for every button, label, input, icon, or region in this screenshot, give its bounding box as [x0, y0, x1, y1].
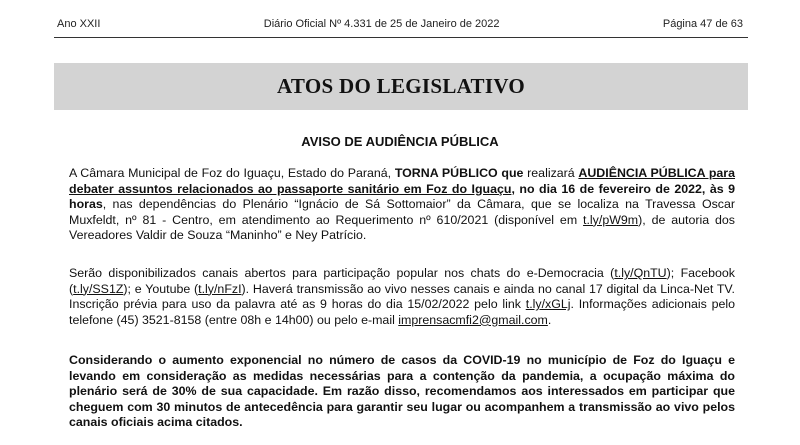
paragraph-channels	[69, 266, 735, 328]
p2-text-1: Serão disponibilizados canais abertos para participação popular nos chats do e-Democracia (	[69, 266, 615, 280]
link-youtube[interactable]: t.ly/nFzI	[198, 281, 242, 296]
p2-text-4: ). Haverá transmissão ao vivo nesses canais e ainda no canal 17 digital da Linca-Net TV. Inscrição prévia para uso da palavra até as 9 horas do dia 15/02/2022 pelo link	[69, 281, 736, 312]
page-header	[57, 18, 743, 30]
p2-text-2: ); Facebook (	[69, 266, 735, 296]
p1-text-3: , nas dependências do Plenário “Ignácio de Sá Sottomaior” da Câmara, que se localiza na Travessa Oscar Muxfeldt, nº 81 - Centro, em atendimento ao Requerimento nº 610/2021 (disponível em	[69, 197, 735, 227]
p2-text-6: .	[547, 312, 552, 327]
p1-text-2: realizará	[523, 166, 579, 180]
link-facebook[interactable]: t.ly/SS1Z	[73, 281, 124, 296]
paragraph-covid-notice: Considerando o aumento exponencial no número de casos da COVID-19 no município de Foz do Iguaçu e levando em consideração as medidas necessárias para a contenção da pandemia, a ocupação máxima do plenário será de 30% de sua capacidade. Em razão disso, recomendamos aos interessados em participar que cheguem com 30 minutos de antecedência para garantir seu lugar ou acompanhem a transmissão ao vivo pelos canais oficiais acima citados.	[69, 353, 735, 430]
p1-bold-underlined-subject: AUDIÊNCIA PÚBLICA para debater assuntos relacionados ao passaporte sanitário em Foz do Iguaçu	[69, 166, 736, 196]
section-title: ATOS DO LEGISLATIVO	[276, 74, 526, 98]
link-edemocracia[interactable]: t.ly/QnTU	[614, 266, 667, 280]
p1-text-1: A Câmara Municipal de Foz do Iguaçu, Estado do Paraná,	[69, 166, 395, 180]
p1-bold-date: , no dia 16 de fevereiro de 2022, às 9 horas	[69, 181, 735, 212]
notice-title: AVISO DE AUDIÊNCIA PÚBLICA	[301, 134, 499, 149]
link-requerimento[interactable]: t.ly/pW9m	[583, 212, 639, 227]
p2-text-3: ); e Youtube (	[123, 281, 199, 296]
header-divider	[54, 37, 748, 38]
paragraph-announcement	[69, 166, 735, 244]
header-edition: Diário Oficial Nº 4.331 de 25 de Janeiro de 2022	[263, 18, 500, 30]
p1-text-4: ), de autoria dos Vereadores Valdir de Souza “Maninho” e Ney Patrício.	[69, 212, 736, 243]
link-inscricao[interactable]: t.ly/xGLj	[525, 297, 571, 312]
header-year: Ano XXII	[57, 18, 101, 30]
section-banner	[54, 63, 748, 110]
p1-bold-1: TORNA PÚBLICO que	[394, 166, 524, 180]
link-email[interactable]: imprensacmfi2@gmail.com	[398, 312, 548, 327]
header-page-number: Página 47 de 63	[662, 18, 743, 30]
p2-text-5: . Informações adicionais pelo telefone (45) 3521-8158 (entre 08h e 14h00) ou pelo e-mail	[69, 297, 736, 327]
